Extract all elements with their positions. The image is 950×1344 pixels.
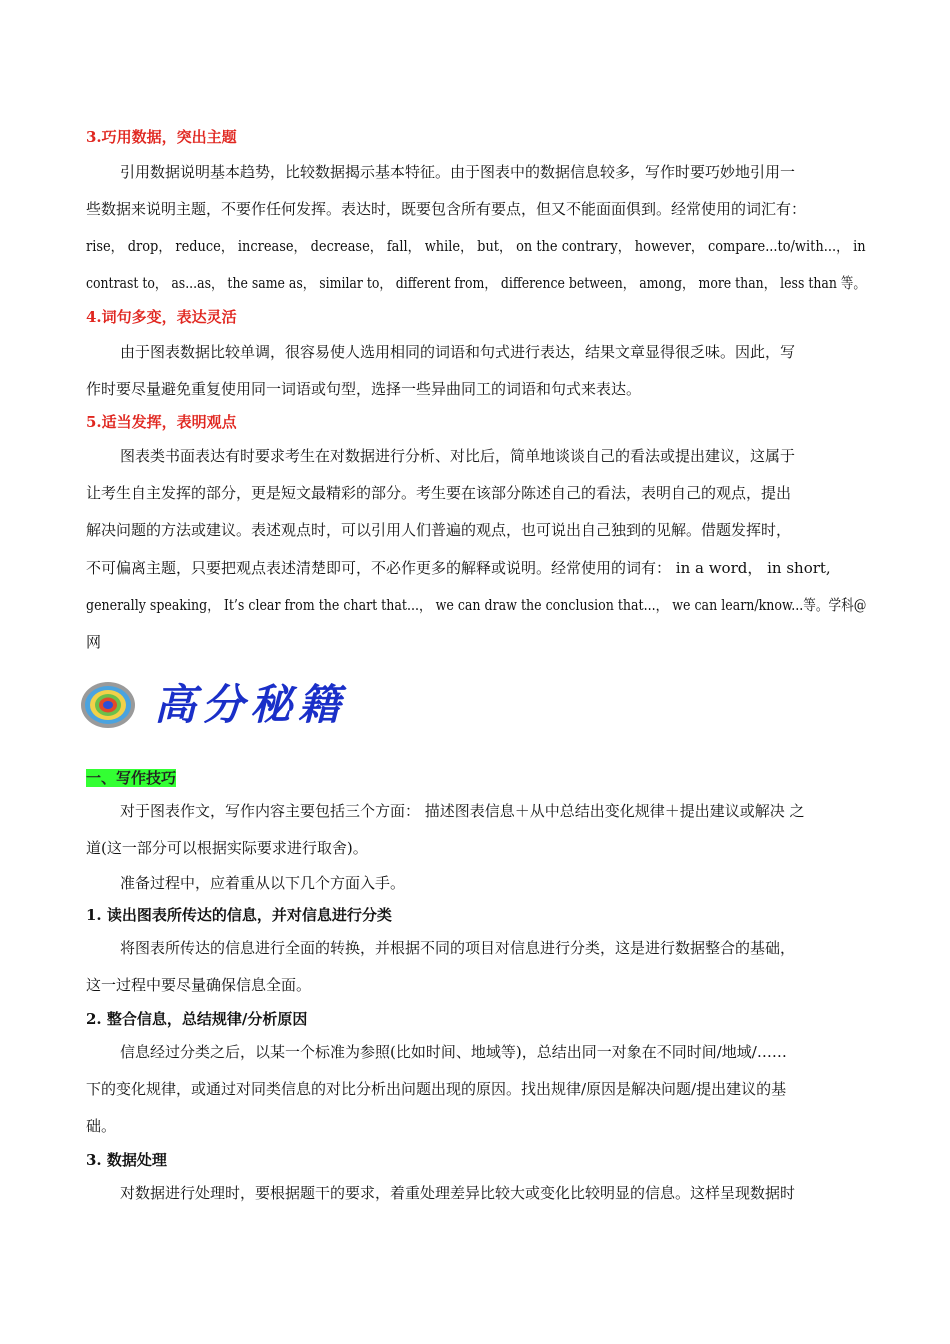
paragraph-line: 础。	[86, 1117, 117, 1135]
paragraph-line: 让考生自主发挥的部分，更是短文最精彩的部分。考生要在该部分陈述自己的看法，表明自己的观点，提出	[86, 484, 792, 502]
tips-heading	[86, 768, 176, 788]
banner-title: 高分秘籍	[154, 680, 347, 729]
highlighted-heading: 一、写作技巧	[86, 769, 177, 787]
paragraph-line: 作时要尽量避免重复使用同一词语或句型，选择一些异曲同工的词语和句式来表达。	[86, 380, 642, 398]
subheading-2: 2. 整合信息，总结规律/分析原因	[86, 1010, 308, 1028]
paragraph-line: 不可偏离主题，只要把观点表述清楚即可，不必作更多的解释或说明。经常使用的词有： in a word， in short,	[86, 559, 831, 577]
paragraph-line: 准备过程中，应着重从以下几个方面入手。	[120, 874, 406, 892]
paragraph-line: 图表类书面表达有时要求考生在对数据进行分析、对比后，简单地谈谈自己的看法或提出建议，这属于	[120, 447, 796, 465]
paragraph-line: 网	[86, 633, 102, 651]
paragraph-line: 解决问题的方法或建议。表述观点时，可以引用人们普遍的观点，也可说出自己独到的见解。借题发挥时，	[86, 521, 792, 539]
paragraph-line: 信息经过分类之后，以某一个标准为参照(比如时间、地域等)，总结出同一对象在不同时间/地域/……	[120, 1043, 787, 1061]
paragraph-line: generally speaking， It’s clear from the chart that...， we can draw the conclusion that...， we can learn/know...等。学科@	[86, 596, 867, 614]
banner	[80, 677, 380, 733]
subheading-1: 1. 读出图表所传达的信息，并对信息进行分类	[86, 906, 392, 924]
paragraph-line: 这一过程中要尽量确保信息全面。	[86, 976, 312, 994]
section-heading-3: 3.巧用数据，突出主题	[86, 128, 237, 146]
section-heading-5: 5.适当发挥，表明观点	[86, 413, 237, 431]
paragraph-line: 道(这一部分可以根据实际要求进行取舍)。	[86, 839, 368, 857]
paragraph-line: contrast to， as...as， the same as， similar to， different from， difference between， among， more than， less than 等。	[86, 274, 866, 292]
subheading-3: 3. 数据处理	[86, 1151, 167, 1169]
paragraph-line: rise， drop， reduce， increase， decrease， fall， while， but， on the contrary， however， compare...to/with...， in	[86, 237, 866, 255]
paragraph-line: 对数据进行处理时，要根据题干的要求，着重处理差异比较大或变化比较明显的信息。这样呈现数据时	[120, 1184, 796, 1202]
paragraph-line: 下的变化规律，或通过对同类信息的对比分析出问题出现的原因。找出规律/原因是解决问题/提出建议的基	[86, 1080, 787, 1098]
paragraph-line: 将图表所传达的信息进行全面的转换，并根据不同的项目对信息进行分类，这是进行数据整合的基础，	[120, 939, 796, 957]
paragraph-line: 由于图表数据比较单调，很容易使人选用相同的词语和句式进行表达，结果文章显得很乏味。因此，写	[120, 343, 796, 361]
paragraph-line: 对于图表作文，写作内容主要包括三个方面： 描述图表信息＋从中总结出变化规律＋提出建议或解决 之	[120, 802, 805, 820]
paragraph-line: 引用数据说明基本趋势，比较数据揭示基本特征。由于图表中的数据信息较多，写作时要巧妙地引用一	[120, 163, 796, 181]
section-heading-4: 4.词句多变，表达灵活	[86, 308, 237, 326]
paragraph-line: 些数据来说明主题，不要作任何发挥。表达时，既要包含所有要点，但又不能面面俱到。经常使用的词汇有：	[86, 200, 807, 218]
